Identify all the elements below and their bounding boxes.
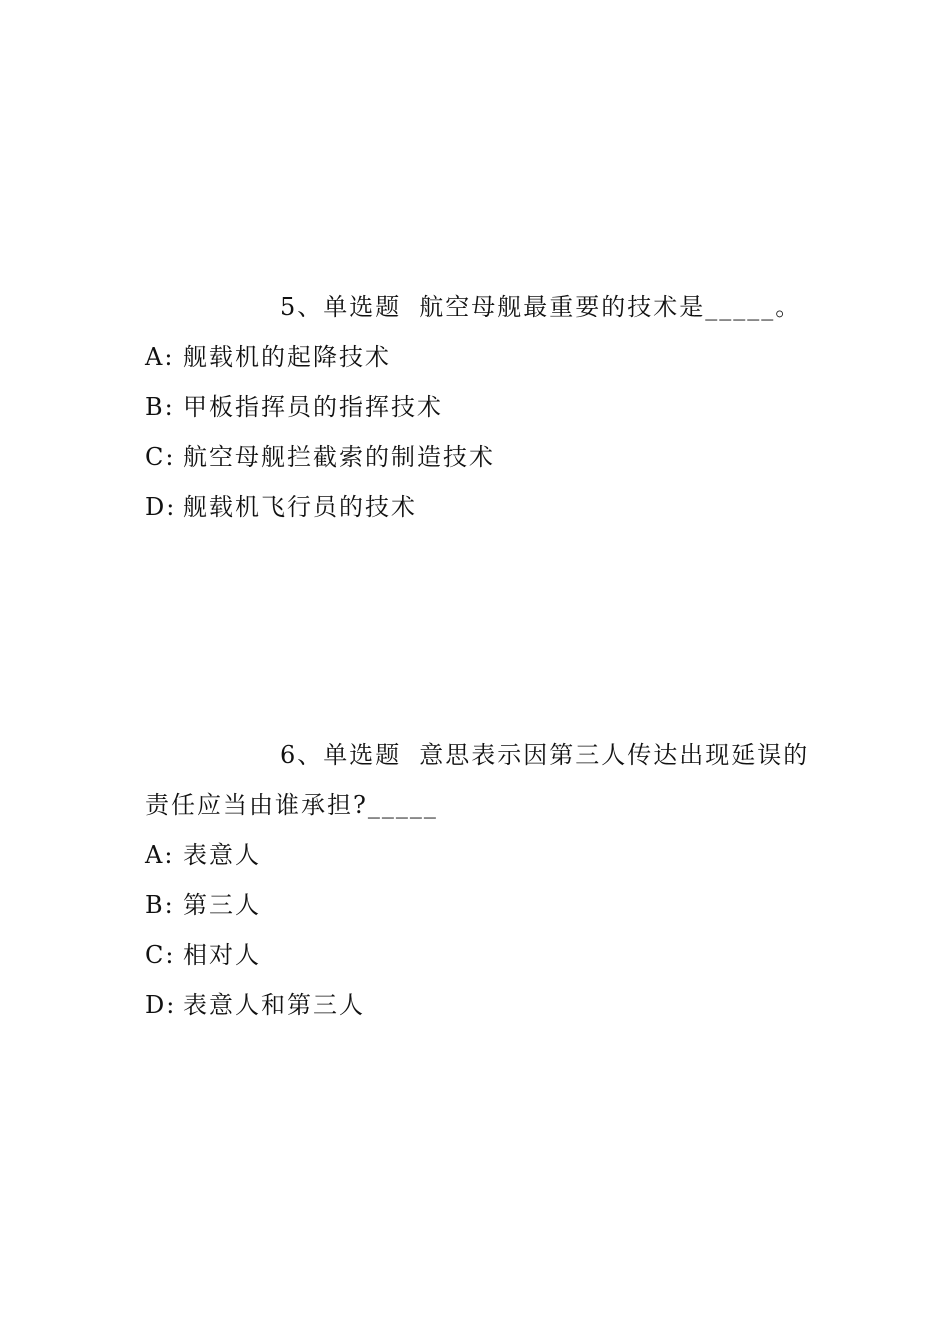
question-6 — [145, 730, 825, 1030]
option-text: 舰载机飞行员的技术 — [183, 493, 417, 521]
option-text: 第三人 — [183, 891, 261, 919]
option-a[interactable] — [145, 830, 825, 880]
question-number-label: 5、单选题 — [280, 293, 402, 321]
option-letter: C: — [145, 443, 176, 471]
question-5 — [145, 282, 825, 532]
option-letter: C: — [145, 941, 176, 969]
option-letter: A: — [145, 343, 175, 371]
option-letter: B: — [145, 393, 175, 421]
option-d[interactable] — [145, 482, 825, 532]
question-text: 意思表示因第三人传达出现延误的责任应当由谁承担?_____ — [145, 741, 810, 819]
option-text: 表意人和第三人 — [183, 991, 365, 1019]
option-letter: B: — [145, 891, 175, 919]
question-stem — [145, 282, 825, 332]
option-d[interactable] — [145, 980, 825, 1030]
option-c[interactable] — [145, 930, 825, 980]
question-text: 航空母舰最重要的技术是_____。 — [419, 293, 802, 321]
option-letter: D: — [145, 493, 177, 521]
option-a[interactable] — [145, 332, 825, 382]
option-b[interactable] — [145, 880, 825, 930]
option-text: 甲板指挥员的指挥技术 — [183, 393, 443, 421]
option-letter: D: — [145, 991, 177, 1019]
option-b[interactable] — [145, 382, 825, 432]
option-text: 舰载机的起降技术 — [183, 343, 391, 371]
question-number-label: 6、单选题 — [280, 741, 402, 769]
option-c[interactable] — [145, 432, 825, 482]
option-text: 相对人 — [183, 941, 261, 969]
question-stem — [145, 730, 825, 830]
option-list — [145, 332, 825, 532]
option-text: 航空母舰拦截索的制造技术 — [183, 443, 495, 471]
option-letter: A: — [145, 841, 175, 869]
option-list — [145, 830, 825, 1030]
option-text: 表意人 — [183, 841, 261, 869]
